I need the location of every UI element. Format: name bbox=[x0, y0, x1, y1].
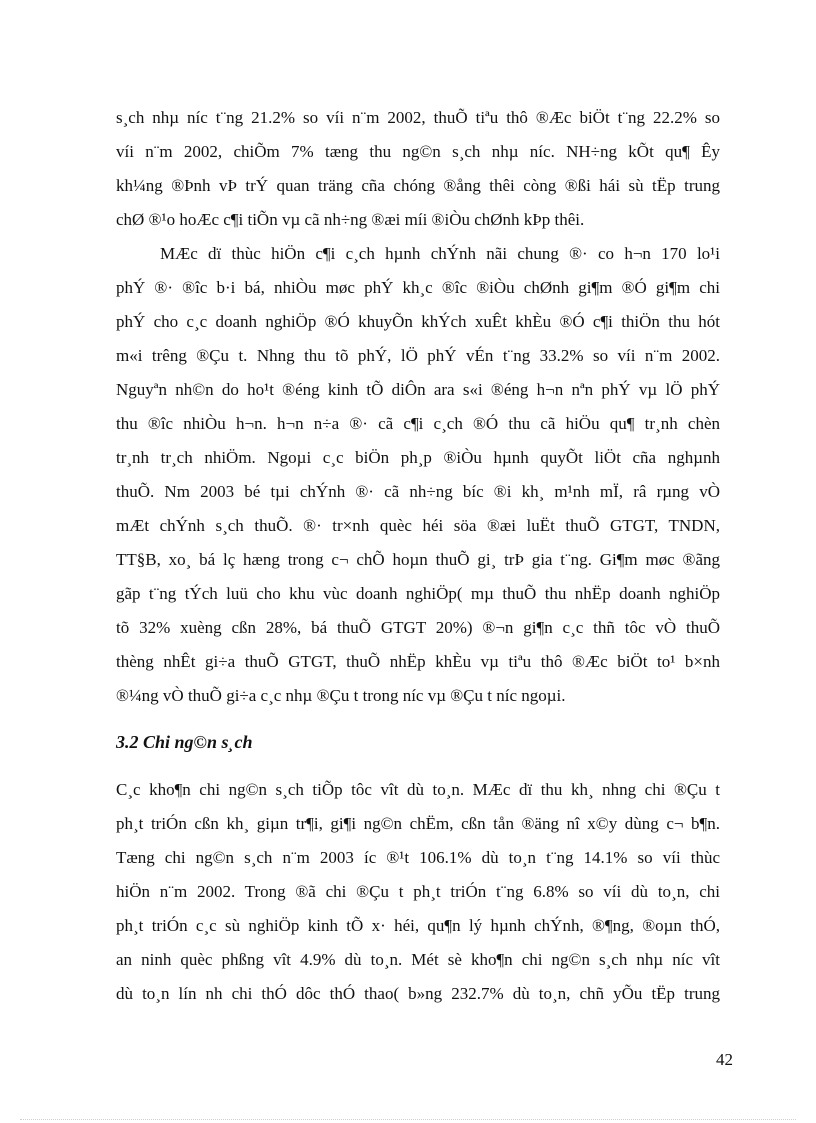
text-line: thu ®îc nhiÒu h¬n. h¬n n÷a ®· cã c¶i c¸ch ®Ó thu cã hiÖu qu¶ tr¸nh chèn bbox=[116, 414, 720, 433]
text-line: hiÖn n¨m 2002. Trong ®ã chi ®Çu t ph¸t triÓn t¨ng 6.8% so víi dù to¸n, chi bbox=[116, 882, 720, 901]
text-line: chØ ®¹o hoÆc c¶i tiÕn vµ cã nh÷ng ®æi míi ®iÒu chØnh kÞp thêi. bbox=[116, 210, 585, 229]
text-line: thèng nhÊt gi÷a thuÕ GTGT, thuÕ nhËp khÈu vµ tiªu thô ®Æc biÖt to¹ b×nh bbox=[116, 652, 720, 671]
page-bottom-divider bbox=[20, 1119, 796, 1120]
text-line: MÆc dï thùc hiÖn c¶i c¸ch hµnh chÝnh nãi chung ®· co h¬n 170 lo¹i bbox=[160, 244, 720, 263]
text-line: s¸ch nhµ níc t¨ng 21.2% so víi n¨m 2002, thuÕ tiªu thô ®Æc biÖt t¨ng 22.2% so bbox=[116, 108, 720, 127]
text-line: ph¸t triÓn cßn kh¸ giµn tr¶i, gi¶i ng©n chËm, cßn tån ®äng nî x©y dùng c¬ b¶n. bbox=[116, 814, 720, 833]
text-line: mÆt chÝnh s¸ch thuÕ. ®· tr×nh quèc héi söa ®æi luËt thuÕ GTGT, TNDN, bbox=[116, 516, 720, 535]
text-line: ®¼ng vÒ thuÕ gi÷a c¸c nhµ ®Çu t trong níc vµ ®Çu t níc ngoµi. bbox=[116, 686, 566, 705]
text-line: ph¸t triÓn c¸c sù nghiÖp kinh tÕ x· héi, qu¶n lý hµnh chÝnh, ®¶ng, ®oµn thÓ, bbox=[116, 916, 720, 935]
text-line: m«i trêng ®Çu t. Nhng thu tõ phÝ, lÖ phÝ vÉn t¨ng 33.2% so víi n¨m 2002. bbox=[116, 346, 720, 365]
text-line: tr¸nh tr¸ch nhiÖm. Ngoµi c¸c biÖn ph¸p ®iÒu hµnh quyÕt liÖt cña nghµnh bbox=[116, 448, 720, 467]
section-heading: 3.2 Chi ng©n s¸ch bbox=[116, 732, 253, 752]
text-line: tõ 32% xuèng cßn 28%, bá thuÕ GTGT 20%) ®¬n gi¶n c¸c thñ tôc vÒ thuÕ bbox=[116, 618, 720, 637]
text-line: Nguyªn nh©n do ho¹t ®éng kinh tÕ diÔn ara s«i ®éng h¬n nªn phÝ vµ lÖ phÝ bbox=[116, 380, 720, 399]
text-line: TT§B, xo¸ bá lç hæng trong c¬ chÕ hoµn thuÕ gi¸ trÞ gia t¨ng. Gi¶m møc ®ãng bbox=[116, 550, 720, 569]
text-line: C¸c kho¶n chi ng©n s¸ch tiÕp tôc vît dù to¸n. MÆc dï thu kh¸ nhng chi ®Çu t bbox=[116, 780, 720, 799]
text-line: gãp t¨ng tÝch luü cho khu vùc doanh nghiÖp( mµ thuÕ thu nhËp doanh nghiÖp bbox=[116, 584, 720, 603]
page-number: 42 bbox=[716, 1050, 733, 1069]
text-line: kh¼ng ®Þnh vÞ trÝ quan träng cña chóng ®ång thêi còng ®ßi hái sù tËp trung bbox=[116, 176, 720, 195]
text-line: dù to¸n lín nh chi thÓ dôc thÓ thao( b»ng 232.7% dù to¸n, chñ yÕu tËp trung bbox=[116, 984, 720, 1003]
text-line: phÝ ®· ®îc b·i bá, nhiÒu møc phÝ kh¸c ®îc ®iÒu chØnh gi¶m ®Ó gi¶m chi bbox=[116, 278, 720, 297]
text-line: Tæng chi ng©n s¸ch n¨m 2003 íc ®¹t 106.1% dù to¸n t¨ng 14.1% so víi thùc bbox=[116, 848, 720, 867]
text-line: thuÕ. Nm 2003 bé tµi chÝnh ®· cã nh÷ng bíc ®i kh¸ m¹nh mÏ, râ rµng vÒ bbox=[116, 482, 720, 501]
text-line: phÝ cho c¸c doanh nghiÖp ®Ó khuyÕn khÝch xuÊt khÈu ®Ó c¶i thiÖn thu hót bbox=[116, 312, 720, 331]
text-line: an ninh quèc phßng vît 4.9% dù to¸n. Mét sè kho¶n chi ng©n s¸ch nhµ níc vît bbox=[116, 950, 720, 969]
text-line: víi n¨m 2002, chiÕm 7% tæng thu ng©n s¸ch nhµ níc. NH÷ng kÕt qu¶ Êy bbox=[116, 142, 720, 161]
